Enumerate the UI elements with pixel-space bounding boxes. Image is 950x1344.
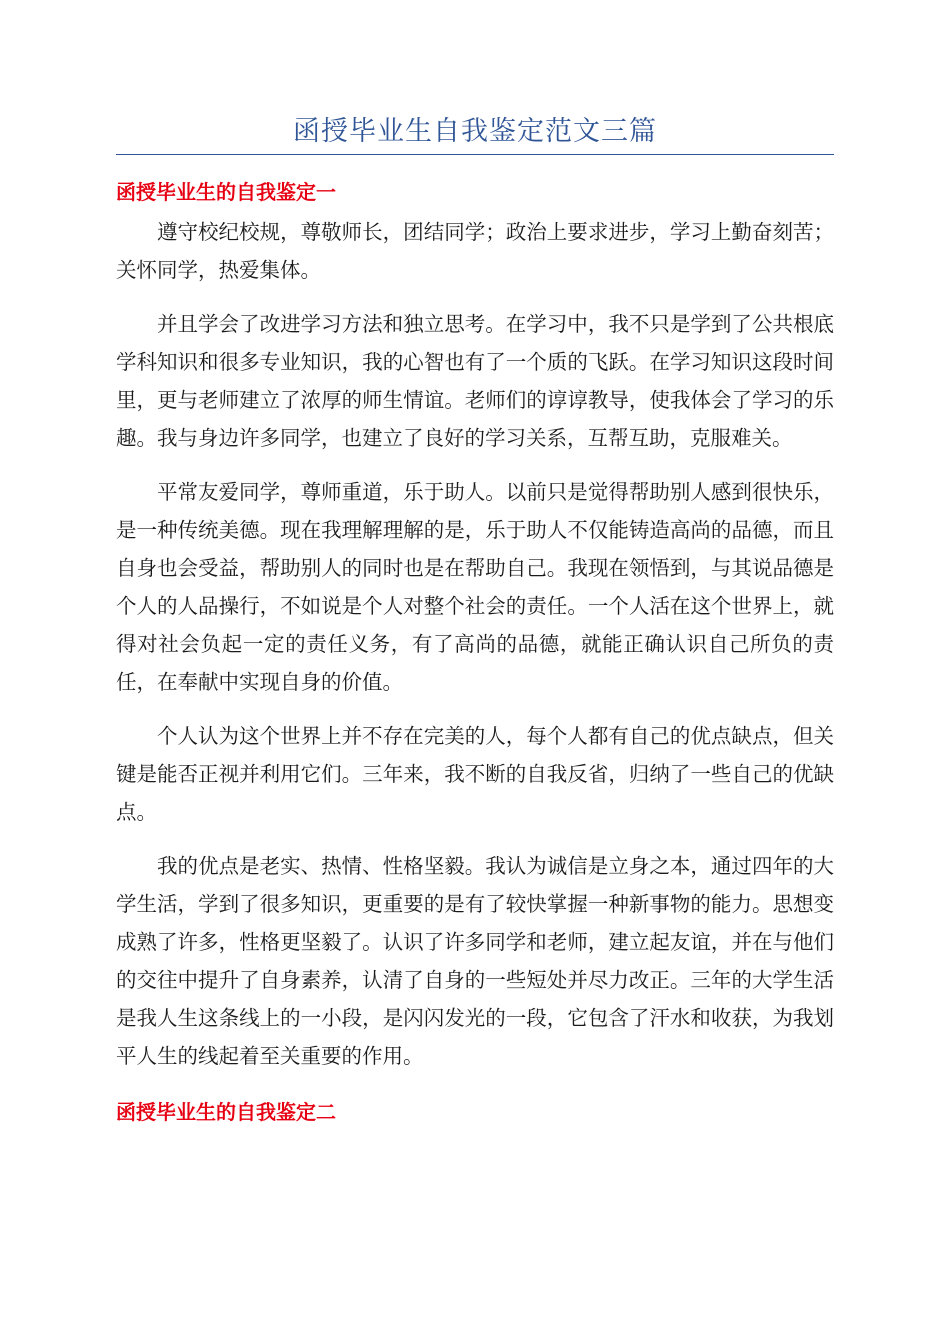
- title-underline: [116, 154, 834, 155]
- paragraph: 遵守校纪校规，尊敬师长，团结同学；政治上要求进步，学习上勤奋刻苦；关怀同学，热爱集体。: [116, 220, 834, 282]
- section-heading-1: 函授毕业生的自我鉴定一: [116, 180, 336, 204]
- paragraph: 并且学会了改进学习方法和独立思考。在学习中，我不只是学到了公共根底学科知识和很多专业知识，我的心智也有了一个质的飞跃。在学习知识这段时间里，更与老师建立了浓厚的师生情谊。老师们的谆谆教导，使我体会了学习的乐趣。我与身边许多同学，也建立了良好的学习关系，互帮互助，克服难关。: [116, 312, 834, 450]
- section-heading-2: 函授毕业生的自我鉴定二: [116, 1100, 336, 1124]
- paragraph: 个人认为这个世界上并不存在完美的人，每个人都有自己的优点缺点，但关键是能否正视并利用它们。三年来，我不断的自我反省，归纳了一些自己的优缺点。: [116, 724, 834, 824]
- paragraph: 我的优点是老实、热情、性格坚毅。我认为诚信是立身之本，通过四年的大学生活，学到了很多知识，更重要的是有了较快掌握一种新事物的能力。思想变成熟了许多，性格更坚毅了。认识了许多同学和老师，建立起友谊，并在与他们的交往中提升了自身素养，认清了自身的一些短处并尽力改正。三年的大学生活是我人生这条线上的一小段，是闪闪发光的一段，它包含了汗水和收获，为我划平人生的线起着至关重要的作用。: [116, 854, 834, 1068]
- paragraph: 平常友爱同学，尊师重道，乐于助人。以前只是觉得帮助别人感到很快乐，是一种传统美德。现在我理解理解的是，乐于助人不仅能铸造高尚的品德，而且自身也会受益，帮助别人的同时也是在帮助自己。我现在领悟到，与其说品德是个人的人品操行，不如说是个人对整个社会的责任。一个人活在这个世界上，就得对社会负起一定的责任义务，有了高尚的品德，就能正确认识自己所负的责任，在奉献中实现自身的价值。: [116, 480, 834, 694]
- document-page: [116, 112, 834, 1127]
- page-title: 函授毕业生自我鉴定范文三篇: [293, 116, 657, 147]
